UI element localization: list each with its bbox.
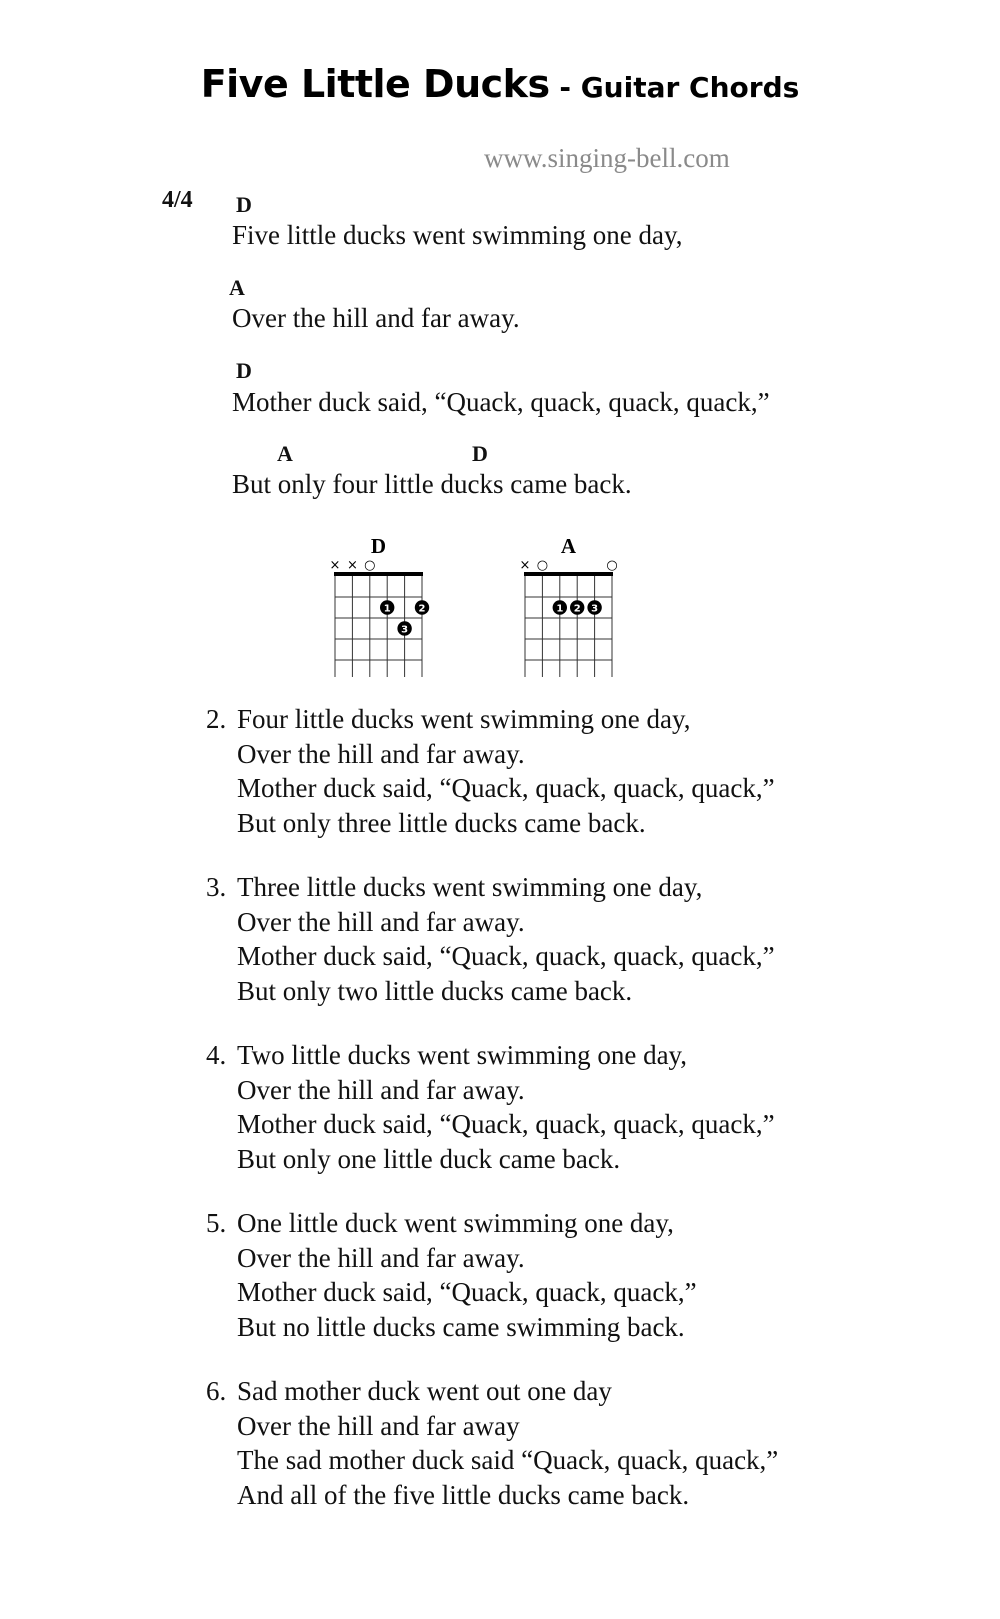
- finger-number: 1: [556, 603, 564, 615]
- lyric-line: [206, 1409, 778, 1444]
- lyric-line: Mother duck said, “Quack, quack, quack, quack,”: [232, 387, 770, 417]
- lyric-line: [206, 771, 775, 806]
- lyric-line: [206, 1374, 778, 1409]
- finger-number: 2: [573, 603, 581, 615]
- title-subtitle: Guitar Chords: [580, 71, 800, 104]
- lyric-line: But only four little ducks came back.: [232, 469, 632, 499]
- lyric-line: [206, 1142, 775, 1177]
- lyric-line: [206, 870, 775, 905]
- verse-number: 2.: [206, 704, 227, 734]
- lyric-text: Mother duck said, “Quack, quack, quack,”: [237, 1277, 697, 1307]
- chord-diagram-name: D: [370, 534, 387, 558]
- lyric-text: Three little ducks went swimming one day,: [237, 872, 703, 902]
- lyric-line: [206, 905, 775, 940]
- chord-label: D: [236, 192, 252, 217]
- lyric-text: Over the hill and far away.: [237, 738, 525, 769]
- lyric-text: Over the hill and far away.: [237, 906, 525, 937]
- chord-label: A: [277, 441, 293, 466]
- lyric-line: [206, 1107, 775, 1142]
- chord-string-marker: ×: [330, 558, 341, 573]
- lyric-text: But no little ducks came swimming back.: [237, 1311, 685, 1342]
- lyric-text: One little duck went swimming one day,: [237, 1208, 674, 1238]
- verse-2: [206, 702, 775, 840]
- lyric-text: But only one little duck came back.: [237, 1143, 621, 1174]
- song-title: Five Little Ducks: [200, 62, 550, 106]
- lyric-line: [206, 1241, 697, 1276]
- lyric-line: [206, 702, 775, 737]
- lyric-line: [206, 1478, 778, 1513]
- title-separator: -: [549, 71, 581, 104]
- verse-number: 6.: [206, 1376, 227, 1406]
- lyric-text: Mother duck said, “Quack, quack, quack, quack,”: [237, 941, 775, 971]
- chord-diagram-d: [330, 532, 440, 677]
- lyric-text: The sad mother duck said “Quack, quack, quack,”: [237, 1445, 779, 1475]
- lyric-text: But only two little ducks came back.: [237, 975, 633, 1006]
- page-title: [0, 62, 1000, 106]
- lyric-line: Over the hill and far away.: [232, 303, 520, 333]
- lyric-line: [206, 1206, 697, 1241]
- lyric-line: [206, 1310, 697, 1345]
- lyric-line: [206, 737, 775, 772]
- verse-number: 5.: [206, 1208, 227, 1238]
- lyric-line: [206, 974, 775, 1009]
- lyric-line: [206, 1073, 775, 1108]
- chord-diagram-a: [520, 532, 630, 677]
- finger-number: 3: [401, 624, 409, 636]
- lyric-text: But only three little ducks came back.: [237, 807, 646, 838]
- lyric-line: [206, 1443, 778, 1478]
- lyric-text: Over the hill and far away.: [237, 1242, 525, 1273]
- verse-number: 3.: [206, 872, 227, 902]
- chord-string-marker: ×: [346, 558, 358, 573]
- lyric-text: Over the hill and far away: [237, 1410, 520, 1441]
- chord-label: A: [229, 275, 245, 300]
- finger-number: 1: [383, 603, 391, 615]
- lyric-line: [206, 1275, 697, 1310]
- verse-6: [206, 1374, 778, 1512]
- lyric-text: And all of the five little ducks came back.: [237, 1479, 690, 1510]
- lyric-line: [206, 806, 775, 841]
- lyric-text: Mother duck said, “Quack, quack, quack, quack,”: [237, 1109, 775, 1139]
- verse-5: [206, 1206, 697, 1344]
- chord-diagram-a-content: [520, 534, 618, 677]
- chord-string-marker: ○: [606, 558, 618, 573]
- lyric-line: Five little ducks went swimming one day,: [232, 220, 683, 250]
- time-signature: 4/4: [162, 187, 193, 213]
- finger-number: 3: [591, 603, 599, 615]
- chord-string-marker: ×: [520, 558, 531, 573]
- chord-string-marker: ○: [536, 558, 549, 573]
- chord-diagram-name: A: [560, 534, 577, 558]
- verse-3: [206, 870, 775, 1008]
- lyric-line: [206, 939, 775, 974]
- finger-number: 2: [418, 603, 426, 615]
- lyric-text: Over the hill and far away.: [237, 1074, 525, 1105]
- chord-string-marker: ○: [364, 558, 376, 573]
- chord-label: D: [236, 358, 252, 383]
- lyric-text: Two little ducks went swimming one day,: [237, 1040, 688, 1070]
- chord-diagram-d-content: [330, 534, 429, 677]
- verse-number: 4.: [206, 1040, 227, 1070]
- lyric-text: Sad mother duck went out one day: [237, 1376, 612, 1406]
- chord-label: D: [472, 441, 488, 466]
- lyric-text: Mother duck said, “Quack, quack, quack, quack,”: [237, 773, 775, 803]
- verse-4: [206, 1038, 775, 1176]
- lyric-text: Four little ducks went swimming one day,: [237, 704, 691, 734]
- lyric-line: [206, 1038, 775, 1073]
- site-url[interactable]: www.singing-bell.com: [484, 143, 730, 173]
